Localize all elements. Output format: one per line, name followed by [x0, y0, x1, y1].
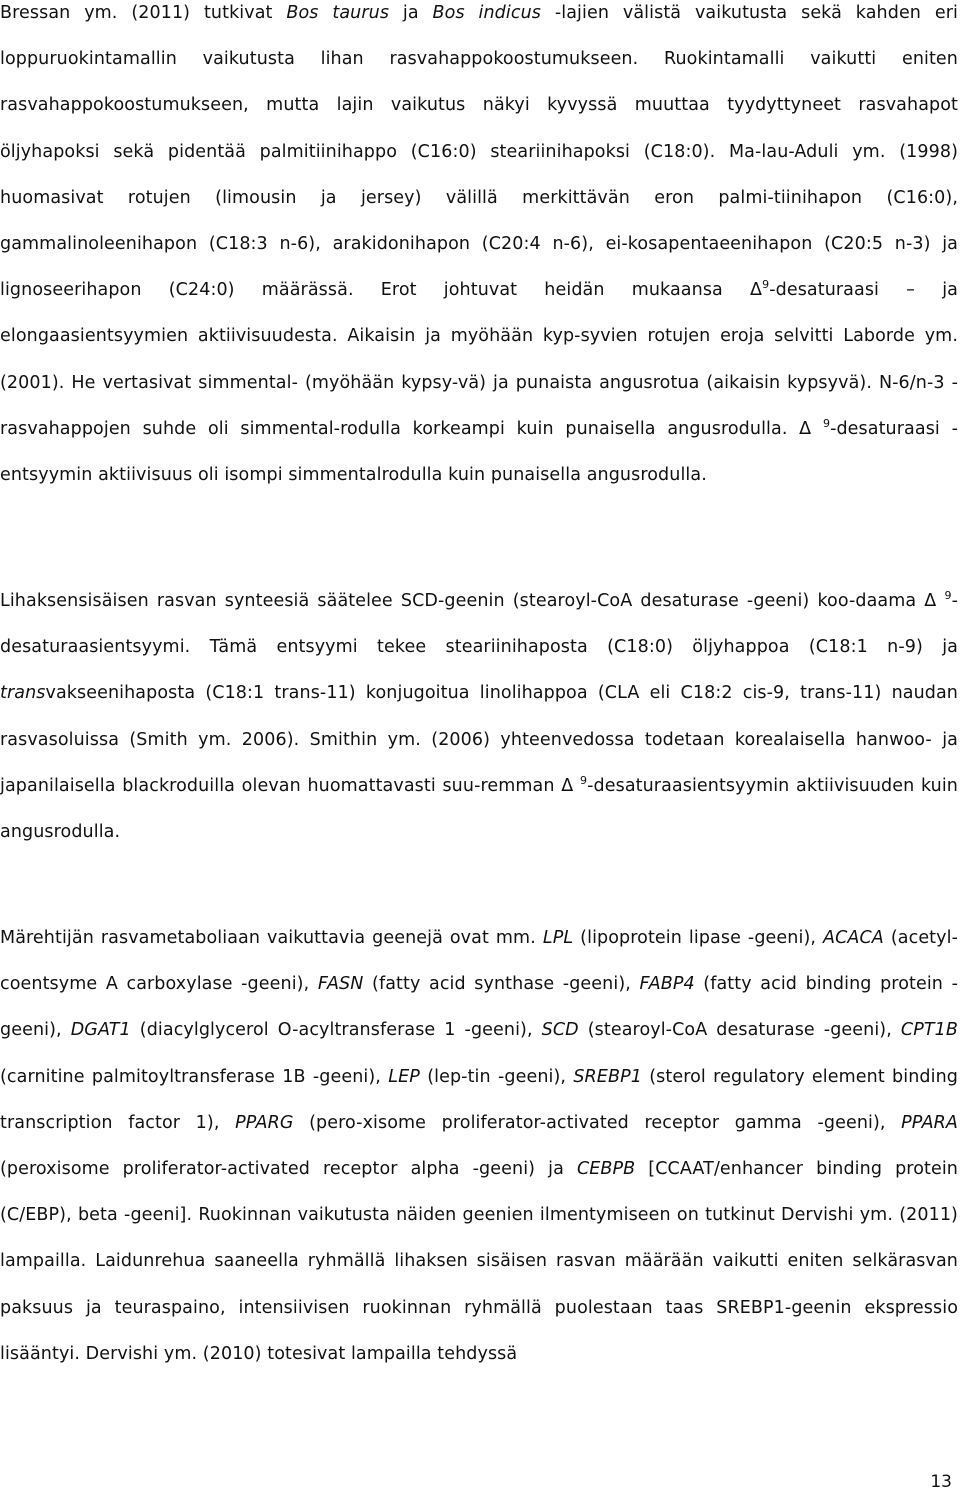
text-run: (diacylglycerol O-acyltransferase 1 -geeni),	[130, 1020, 542, 1041]
superscript: 9	[822, 416, 831, 430]
superscript: 9	[580, 773, 588, 787]
text-run: (lipoprotein lipase -geeni),	[573, 928, 824, 948]
italic-term: ACACA	[823, 928, 884, 948]
italic-term: PPARA	[901, 1112, 958, 1133]
paragraph	[0, 578, 958, 855]
italic-term: Bos taurus	[286, 3, 390, 23]
italic-term: SREBP1	[573, 1066, 642, 1087]
text-run: [CCAAT/enhancer binding protein (C/EBP), beta -geeni]. Ruokinnan vaikutusta näiden geenien ilmentymiseen on tutkinut Dervishi ym. (2011) lampailla. Laidunrehua saaneella ryhmällä lihaksen sisäisen rasvan määrään vaikutti eniten selkärasvan paksuus ja teuraspaino, intensiivisen ruokinnan ryhmällä puolestaan taas SREBP1-geenin ekspressio lisääntyi. Dervishi ym. (2010) totesivat lampailla tehdyssä	[0, 1159, 958, 1364]
italic-term: LEP	[388, 1066, 420, 1087]
text-run: -lajien välistä vaikutusta sekä kahden eri loppuruokintamallin vaikutusta lihan rasvahappokoostumukseen. Ruokintamalli vaikutti eniten rasvahappokoostumukseen, mutta lajin vaikutus näkyi kyvyssä muuttaa tyydyttyneet rasvahapot öljyhapoksi sekä pidentää palmitiinihappo (C16:0) steariinihapoksi (C18:0). Ma-lau-Aduli ym. (1998) huomasivat rotujen (limousin ja jersey) välillä merkittävän eron palmi-tiinihapon (C16:0), gammalinoleenihapon (C18:3 n-6), arakidonihapon (C20:4 n-6), ei-kosapentaeenihapon (C20:5 n-3) ja lignoseerihapon (C24:0) määrässä. Erot johtuvat heidän mukaansa Δ	[0, 3, 958, 301]
italic-term: PPARG	[235, 1112, 294, 1133]
superscript: 9	[944, 589, 952, 602]
italic-term: Bos indicus	[432, 3, 541, 23]
text-run: Märehtijän rasvametaboliaan vaikuttavia geenejä ovat mm.	[0, 928, 543, 948]
text-run: (pero-xisome proliferator-activated receptor gamma -geeni),	[293, 1112, 902, 1133]
text-run: (fatty acid binding protein -geeni),	[0, 974, 958, 1041]
text-run: -desaturaasi – ja elongaasientsyymien aktiivisuudesta. Aikaisin ja myöhään kyp-syvien rotujen eroja selvitti Laborde ym. (2001). He vertasivat simmental- (myöhään kypsy-vä) ja punaista angusrotua (aikaisin kypsyvä). N-6/n-3 -rasvahappojen suhde oli simmental-rodulla korkeampi kuin punaisella angusrodulla. Δ	[0, 280, 958, 439]
text-run: ja	[389, 3, 433, 23]
text-run: (fatty acid synthase -geeni),	[363, 974, 640, 995]
paragraph	[0, 0, 958, 498]
italic-term: FABP4	[639, 974, 695, 995]
text-run: -desaturaasi -entsyymin aktiivisuus oli isompi simmentalrodulla kuin punaisella angusrodulla.	[0, 418, 958, 486]
italic-term: trans	[0, 683, 46, 704]
text-run: vakseenihaposta (C18:1 trans-11) konjugoitua linolihappoa (CLA eli C18:2 cis-9, trans-11) naudan rasvasoluissa (Smith ym. 2006). Smithin ym. (2006) yhteenvedossa todetaan korealaisella hanwoo- ja japanilaisella blackroduilla olevan huomattavasti suu-remman Δ	[0, 683, 958, 796]
page-number: 13	[930, 1472, 952, 1492]
text-run: -desaturaasientsyymi. Tämä entsyymi tekee steariinihaposta (C18:0) öljyhappoa (C18:1 n-9) ja	[0, 591, 958, 658]
italic-term: DGAT1	[70, 1020, 131, 1041]
text-run: (sterol regulatory element binding transcription factor 1),	[0, 1066, 958, 1133]
italic-term: CEBPB	[576, 1159, 636, 1180]
text-run: -desaturaasientsyymin aktiivisuuden kuin angusrodulla.	[0, 775, 958, 843]
paragraph	[0, 915, 958, 1377]
italic-term: FASN	[317, 974, 364, 995]
text-run: (lep-tin -geeni),	[419, 1066, 574, 1087]
text-run: (stearoyl-CoA desaturase -geeni),	[578, 1020, 901, 1041]
text-run: (peroxisome proliferator-activated receptor alpha -geeni) ja	[0, 1159, 577, 1180]
italic-term: CPT1B	[900, 1020, 958, 1041]
superscript: 9	[762, 278, 770, 292]
text-run: (acetyl-coentsyme A carboxylase -geeni),	[0, 928, 958, 995]
italic-term: LPL	[542, 928, 574, 948]
text-run: Bressan ym. (2011) tutkivat	[0, 3, 287, 23]
italic-term: SCD	[541, 1020, 579, 1041]
text-run: Lihaksensisäisen rasvan synteesiä säätelee SCD-geenin (stearoyl-CoA desaturase -geeni) koo-daama Δ	[0, 591, 945, 611]
text-run: (carnitine palmitoyltransferase 1B -geeni),	[0, 1066, 389, 1087]
